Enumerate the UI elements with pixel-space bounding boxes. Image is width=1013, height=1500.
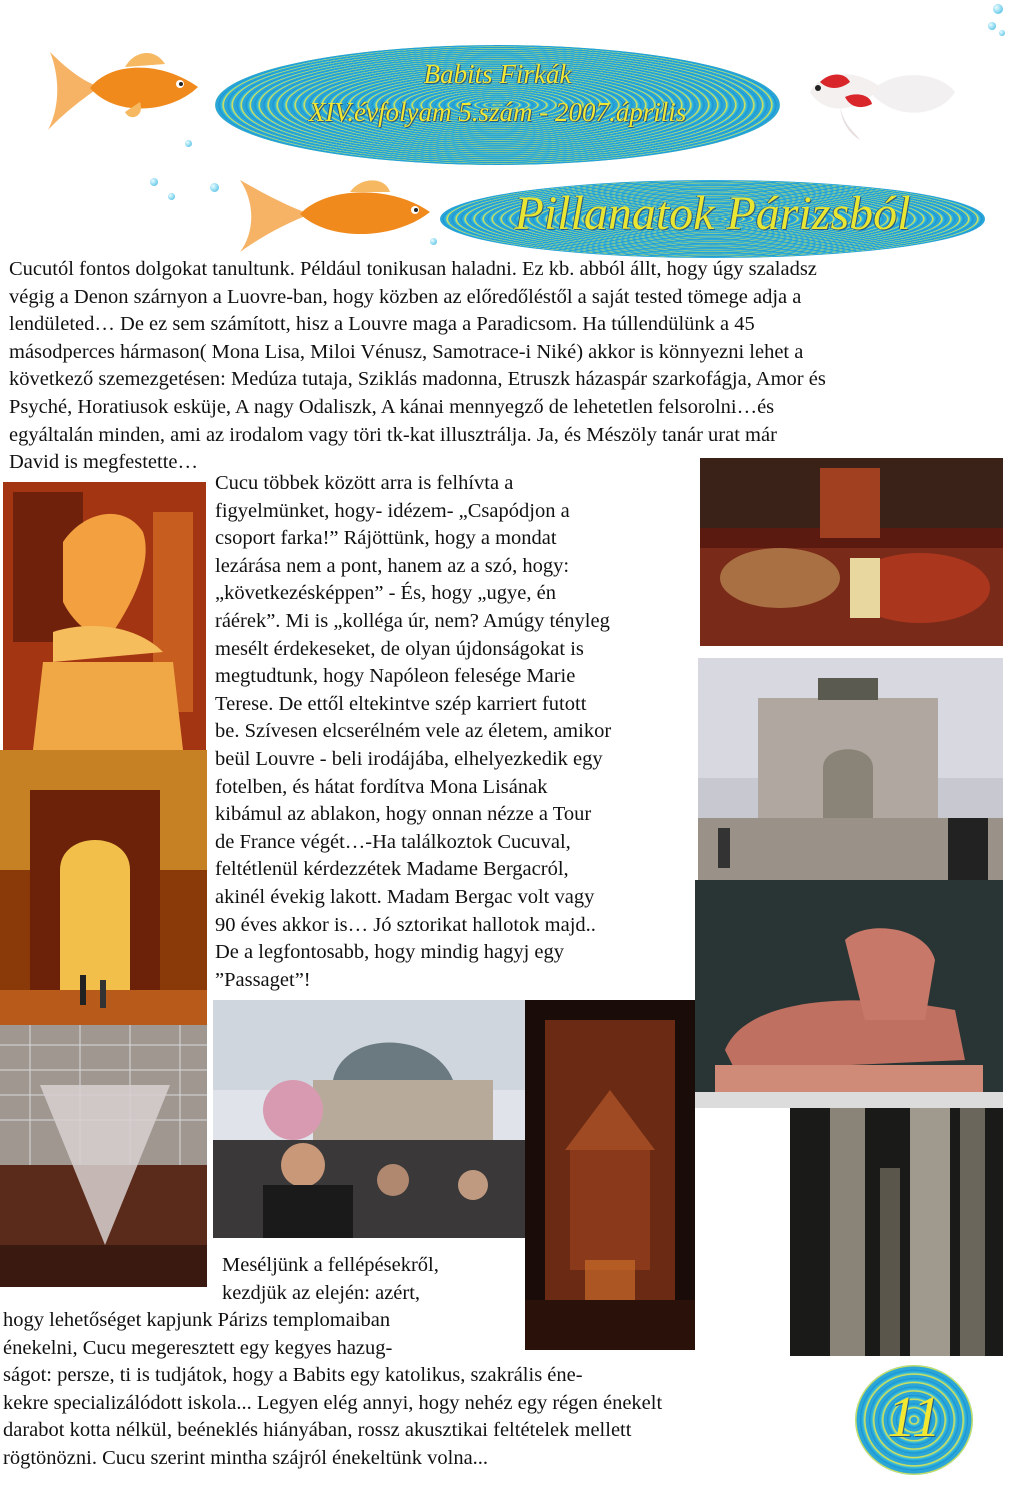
bubble xyxy=(999,30,1005,36)
page-number: 11 xyxy=(887,1384,941,1449)
bubble xyxy=(168,193,175,200)
bubble xyxy=(988,22,996,30)
article-title: Pillanatok Párizsból xyxy=(514,187,911,240)
etruscan-sarcophagus-photo xyxy=(695,880,1003,1108)
masthead-issue: XIV.évfolyam 5.szám - 2007.április xyxy=(308,97,687,127)
middle-paragraph: Cucu többek között arra is felhívta a figyelmünket, hogy- idézem- „Csapódjon a csoport farka!” Rájöttünk, hogy a mondat lezárása nem a pont, hanem az a szó, hogy: „következésképpen” - És, hogy „ugye, én ráérek”. Mi is „kolléga úr, nem? Amúgy tényleg mesélt érdekeseket, de olyan újdonságokat is megtudtunk, hogy Napóleon felesége Marie Terese. De ettől eltekintve szép karriert futott be. Szívesen elcserélném vele az életem, amikor beül Louvre - beli irodájába, elhelyezkedik egy fotelben, és hátat fordítva Mona Lisának kibámul az ablakon, hogy onnan nézze a Tour de France végét…-Ha találkoztok Cucuval, feltétlenül kérdezzétek Madame Bergacról, akinél évekig lakott. Madam Bergac volt vagy 90 éves akkor is… Jó sztorikat hallotok majd.. De a legfontosabb, hogy mindig hagyj egy ”Passaget”! xyxy=(215,470,695,994)
koi-fish-image xyxy=(800,52,960,142)
intro-paragraph: Cucutól fontos dolgokat tanultunk. Például tonikusan haladni. Ez kb. abból állt, hogy úgy szaladsz végig a Denon szárnyon a Luovre-ban, hogy közben az előredőléstől a saját tested tömege adja a lendületed… De ez sem számított, hisz a Louvre maga a Paradicsom. Ha túllendülünk a 45 másodperces hármason( Mona Lisa, Miloi Vénusz, Samotrace-i Niké) akkor is könnyezni lehet a következő szemezgetésen: Medúza tutaja, Sziklás madonna, Etruszk házaspár szarkofágja, Amor és Psyché, Horatiusok esküje, A nagy Odaliszk, A kánai mennyegző de lehetetlen felsorolni…és egyáltalán minden, ami az irodalom vagy töri tk-kat illusztrálja. Ja, és Mészöly tanár urat már David is megfestette… xyxy=(9,258,826,474)
closing-paragraph-continued: hogy lehetőséget kapjunk Párizs templomaiban énekelni, Cucu megeresztett egy kegyes hazug- xyxy=(3,1309,393,1359)
goldfish-image xyxy=(30,42,210,137)
inverted-pyramid-photo xyxy=(0,1025,207,1287)
cupid-psyche-statue-photo xyxy=(3,482,206,750)
bubble xyxy=(150,178,158,186)
closing-paragraph-intro: Meséljünk a fellépésekről, kezdjük az elején: azért, xyxy=(222,1254,439,1304)
coronation-painting-photo xyxy=(700,458,1003,646)
masthead-oval xyxy=(215,45,780,165)
masthead-title: Babits Firkák xyxy=(423,59,572,89)
bubble xyxy=(210,183,219,192)
bubble xyxy=(993,4,1003,14)
page-number-badge xyxy=(855,1365,973,1475)
bourse-dome-group-photo xyxy=(213,1000,526,1238)
gothic-columns-photo xyxy=(790,1108,1003,1356)
closing-paragraph-end: ságot: persze, ti is tudjátok, hogy a Babits egy katolikus, szakrális éne- kekre specializálódott iskola... Legyen elég annyi, hogy nehéz egy régen énekelt darabot kotta nélkül, beéneklés hiányában, rossz akusztikai feltételek mellett rögtönözni. Cucu szerint mintha szájról énekeltünk volna... xyxy=(3,1364,663,1469)
louvre-arch-photo xyxy=(0,750,207,1025)
goldfish-image xyxy=(230,172,440,257)
church-interior-photo xyxy=(525,1000,695,1350)
arc-du-carrousel-photo xyxy=(698,658,1003,880)
bubble xyxy=(185,140,192,147)
article-title-oval xyxy=(440,180,985,258)
